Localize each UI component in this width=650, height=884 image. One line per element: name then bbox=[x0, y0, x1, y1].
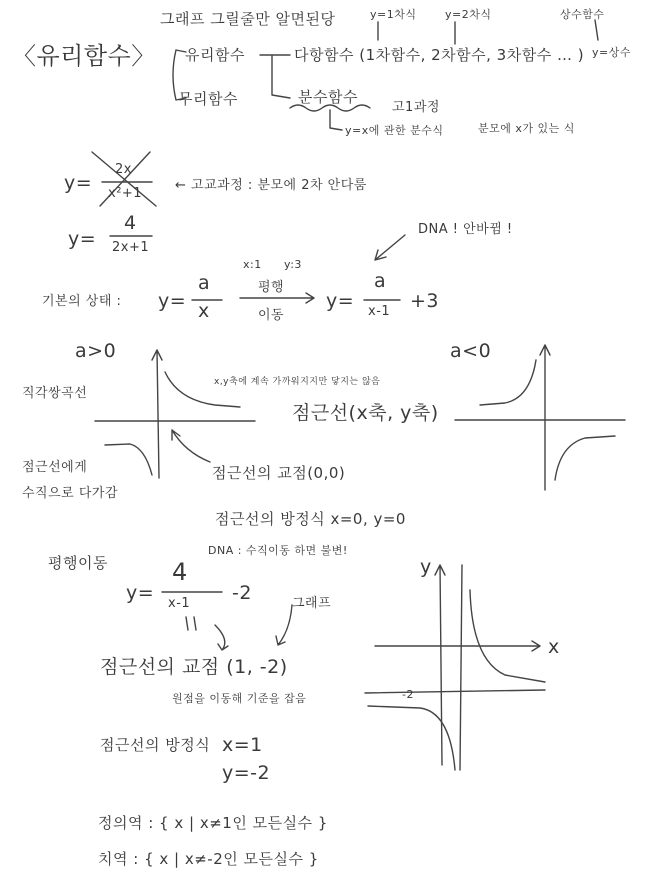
axis-y-neg bbox=[540, 345, 550, 490]
dna-note: DNA ! 안바뀜 ! bbox=[418, 222, 513, 237]
curve-pos-q3 bbox=[105, 444, 152, 475]
basic-label: 기본의 상태 : bbox=[42, 294, 122, 309]
trans-center-note: 원점을 이동해 기준을 잡음 bbox=[172, 692, 307, 705]
note-constant: 상수함수 bbox=[560, 8, 605, 21]
arrow-trans-2 bbox=[276, 605, 292, 645]
curve-neg-q4 bbox=[555, 436, 615, 480]
trans-tail: -2 bbox=[232, 582, 252, 604]
trans-num: 4 bbox=[172, 558, 188, 586]
trans-eq-y: y=-2 bbox=[222, 762, 271, 784]
shift-x: x:1 bbox=[243, 258, 262, 271]
trans-lhs: y= bbox=[126, 582, 155, 604]
asymptote-equation: 점근선의 방정식 x=0, y=0 bbox=[215, 510, 406, 528]
axis-y-pos bbox=[152, 350, 162, 478]
result-tail: +3 bbox=[410, 290, 440, 312]
curve-neg-q2 bbox=[480, 360, 536, 405]
note-y-const: y=상수 bbox=[592, 46, 631, 59]
plot-curve-right bbox=[470, 590, 545, 682]
ex2-den: 2x+1 bbox=[112, 240, 150, 255]
label-polynomial: 다항함수 (1차함수, 2차함수, 3차함수 … ) bbox=[294, 46, 585, 64]
equals-down bbox=[186, 617, 196, 630]
approach-note-1: 점근선에게 bbox=[22, 460, 88, 475]
shift-y: y:3 bbox=[284, 258, 302, 271]
crossed-note: ← 고교과정 : 분모에 2차 안다룸 bbox=[175, 178, 367, 193]
asymptote-intersection: 점근선의 교점(0,0) bbox=[212, 464, 346, 482]
trans-eq-x: x=1 bbox=[222, 734, 263, 756]
result-num: a bbox=[374, 270, 387, 292]
label-a-pos: a>0 bbox=[75, 340, 117, 362]
intro-text: 그래프 그릴줄만 알면된당 bbox=[160, 10, 336, 28]
arrow-origin bbox=[172, 430, 210, 462]
crossed-lhs: y= bbox=[64, 172, 93, 194]
result-lhs: y= bbox=[326, 290, 355, 312]
ex2-num: 4 bbox=[124, 212, 137, 234]
shift-bottom: 이동 bbox=[258, 308, 285, 323]
plot-axis-x-label: x bbox=[548, 636, 560, 658]
label-out-of-scope: 고1과정 bbox=[392, 100, 440, 115]
label-fractional: 분수함수 bbox=[298, 88, 358, 106]
note-quadratic: y=2차식 bbox=[445, 8, 492, 21]
dna-arrow bbox=[375, 235, 405, 260]
domain-row: 정의역 : { x | x≠1인 모든실수 } bbox=[98, 814, 328, 832]
label-irrational: 무리함수 bbox=[178, 90, 238, 108]
asymptote-note: x,y축에 계속 가까워지지만 닿지는 않음 bbox=[214, 377, 381, 387]
label-fractional-note: y=x에 관한 분수식 bbox=[345, 124, 444, 137]
plot-asymptote-vertical bbox=[460, 565, 462, 770]
asymptote-axes: 점근선(x축, y축) bbox=[292, 402, 439, 424]
result-den: x-1 bbox=[368, 304, 391, 319]
page-title: 〈유리함수〉 bbox=[12, 42, 156, 70]
label-a-neg: a<0 bbox=[450, 340, 492, 362]
label-rational: 유리함수 bbox=[185, 46, 245, 64]
tree-link-fraction bbox=[330, 110, 342, 130]
ex2-lhs: y= bbox=[68, 228, 97, 250]
note-linear: y=1차식 bbox=[370, 8, 417, 21]
label-denominator-note: 분모에 x가 있는 식 bbox=[478, 122, 575, 135]
translation-label: 평행이동 bbox=[48, 554, 108, 572]
plot-x-axis bbox=[375, 641, 540, 651]
plot-tick-neg2: -2 bbox=[402, 688, 414, 701]
plot-y-axis bbox=[435, 565, 445, 765]
crossed-num: 2x bbox=[115, 162, 132, 177]
basic-num: a bbox=[198, 272, 211, 294]
crossed-den: x²+1 bbox=[108, 186, 143, 201]
range-row: 치역 : { x | x≠-2인 모든실수 } bbox=[98, 850, 319, 868]
trans-intersection: 점근선의 교점 (1, -2) bbox=[100, 656, 288, 678]
plot-axis-y-label: y bbox=[420, 556, 432, 578]
hyperbola-note: 직각쌍곡선 bbox=[22, 386, 88, 401]
basic-lhs: y= bbox=[158, 290, 187, 312]
translation-dna-note: DNA : 수직이동 하면 불변! bbox=[208, 544, 348, 557]
trans-den: x-1 bbox=[168, 596, 191, 611]
approach-note-2: 수직으로 다가감 bbox=[22, 486, 119, 501]
shift-top: 평행 bbox=[258, 280, 285, 295]
tree-link-poly bbox=[260, 55, 290, 98]
tick-mark-3 bbox=[595, 20, 598, 40]
trans-equation-label: 점근선의 방정식 bbox=[100, 736, 211, 754]
plot-asymptote-horizontal bbox=[365, 690, 545, 693]
arrow-trans-1 bbox=[215, 625, 228, 650]
basic-den: x bbox=[198, 300, 210, 322]
trans-ex-label: 그래프 bbox=[292, 596, 332, 611]
